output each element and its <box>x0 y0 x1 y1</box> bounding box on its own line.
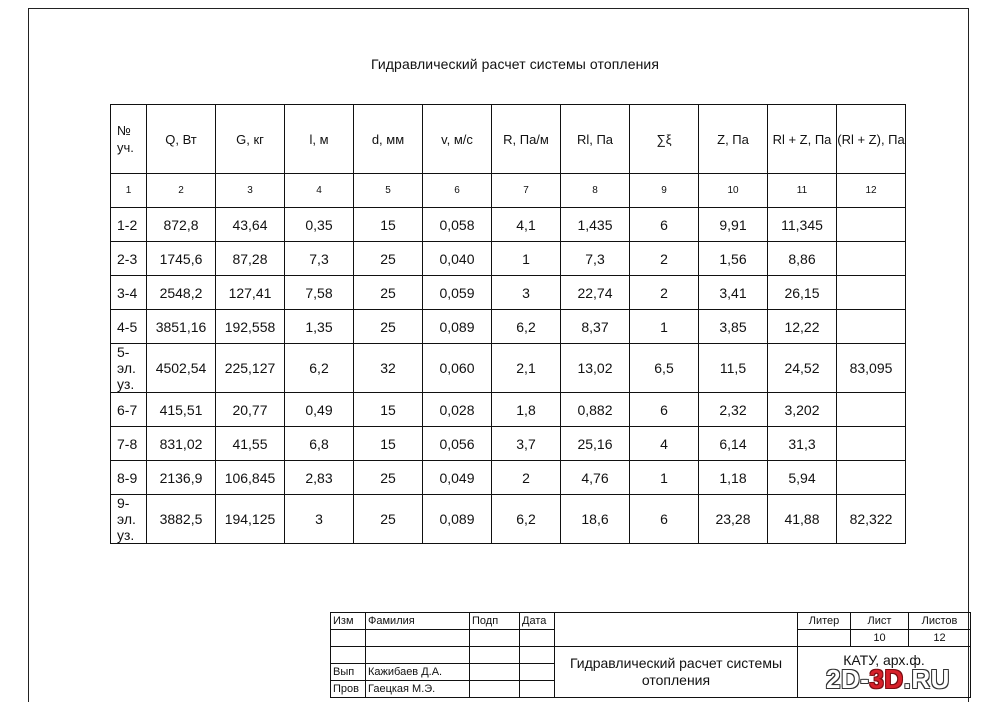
table-cell: 5 <box>354 174 423 208</box>
table-cell: 872,8 <box>147 208 216 242</box>
table-cell: 0,089 <box>423 495 492 544</box>
table-cell: R, Па/м <box>492 105 561 174</box>
table-cell: 1 <box>630 310 699 344</box>
stamp-vyp-role: Вып <box>331 664 366 681</box>
table-cell: 41,55 <box>216 427 285 461</box>
stamp-podp-header: Подп <box>470 613 520 630</box>
stamp-cell <box>331 647 366 664</box>
table-cell: 3 <box>492 276 561 310</box>
table-cell: 8 <box>561 174 630 208</box>
table-row <box>111 495 906 544</box>
table-cell: 8-9 <box>111 461 147 495</box>
hydraulic-calc-table <box>110 104 906 544</box>
table-cell: 32 <box>354 344 423 393</box>
table-cell: 2 <box>630 242 699 276</box>
table-cell: 23,28 <box>699 495 768 544</box>
table-cell: 2,83 <box>285 461 354 495</box>
stamp-vyp-name: Кажибаев Д.А. <box>366 664 470 681</box>
watermark-part: 2D- <box>826 664 870 694</box>
table-cell <box>837 461 906 495</box>
stamp-listov-value: 12 <box>909 630 971 647</box>
site-watermark <box>826 664 950 695</box>
table-cell: ∑ξ <box>630 105 699 174</box>
table-cell: 415,51 <box>147 393 216 427</box>
table-cell: 1 <box>630 461 699 495</box>
table-cell: 0,49 <box>285 393 354 427</box>
stamp-data-header: Дата <box>520 613 555 630</box>
table-cell: Z, Па <box>699 105 768 174</box>
table-cell: 2 <box>147 174 216 208</box>
table-row <box>111 344 906 393</box>
table-cell: 3,85 <box>699 310 768 344</box>
table-row <box>111 276 906 310</box>
table-cell: 0,35 <box>285 208 354 242</box>
table-cell: 6,8 <box>285 427 354 461</box>
table-cell: 192,558 <box>216 310 285 344</box>
stamp-cell <box>470 630 520 647</box>
table-cell: 0,058 <box>423 208 492 242</box>
table-cell: 6 <box>423 174 492 208</box>
table-cell: 1,8 <box>492 393 561 427</box>
table-cell: 0,060 <box>423 344 492 393</box>
table-cell: 0,059 <box>423 276 492 310</box>
watermark-part: 3D <box>869 664 904 694</box>
table-row <box>111 461 906 495</box>
table-cell: 9,91 <box>699 208 768 242</box>
table-cell: 25 <box>354 242 423 276</box>
stamp-cell <box>470 681 520 698</box>
table-cell: 13,02 <box>561 344 630 393</box>
table-cell: 8,37 <box>561 310 630 344</box>
table-cell: 4,1 <box>492 208 561 242</box>
table-cell: 25,16 <box>561 427 630 461</box>
table-cell: 3,41 <box>699 276 768 310</box>
table-cell: 3851,16 <box>147 310 216 344</box>
table-cell <box>837 208 906 242</box>
stamp-cell <box>520 681 555 698</box>
table-cell: 3-4 <box>111 276 147 310</box>
table-cell: 4 <box>285 174 354 208</box>
stamp-liter-value <box>798 630 851 647</box>
table-cell: Q, Вт <box>147 105 216 174</box>
table-cell: G, кг <box>216 105 285 174</box>
table-cell: 6,2 <box>285 344 354 393</box>
table-cell: 3,202 <box>768 393 837 427</box>
table-cell: 11,345 <box>768 208 837 242</box>
table-cell: 6-7 <box>111 393 147 427</box>
stamp-title: Гидравлический расчет системы отопления <box>555 647 798 698</box>
document-title: Гидравлический расчет системы отопления <box>370 56 660 72</box>
table-row <box>111 208 906 242</box>
table-cell: 0,028 <box>423 393 492 427</box>
table-cell: 6 <box>630 393 699 427</box>
table-cell <box>837 276 906 310</box>
table-cell: 83,095 <box>837 344 906 393</box>
table-cell: 1,435 <box>561 208 630 242</box>
table-cell: 4502,54 <box>147 344 216 393</box>
table-cell: 3 <box>216 174 285 208</box>
table-cell: 4-5 <box>111 310 147 344</box>
table-cell: 24,52 <box>768 344 837 393</box>
table-cell: 4 <box>630 427 699 461</box>
stamp-list-value: 10 <box>851 630 909 647</box>
table-cell: 7-8 <box>111 427 147 461</box>
table-cell: 25 <box>354 276 423 310</box>
table-cell: v, м/с <box>423 105 492 174</box>
table-cell: 194,125 <box>216 495 285 544</box>
table-cell: 0,056 <box>423 427 492 461</box>
table-row <box>111 393 906 427</box>
table-cell: 87,28 <box>216 242 285 276</box>
table-cell: 2,32 <box>699 393 768 427</box>
table-cell: Rl, Па <box>561 105 630 174</box>
stamp-cell <box>520 647 555 664</box>
table-cell <box>837 242 906 276</box>
table-cell: 2548,2 <box>147 276 216 310</box>
table-cell: 25 <box>354 310 423 344</box>
table-cell: 9 <box>630 174 699 208</box>
stamp-cell <box>366 647 470 664</box>
table-cell: 15 <box>354 427 423 461</box>
stamp-list-header: Лист <box>851 613 909 630</box>
table-cell: 43,64 <box>216 208 285 242</box>
table-row <box>111 242 906 276</box>
table-cell: 3,7 <box>492 427 561 461</box>
table-cell: 2 <box>630 276 699 310</box>
table-cell <box>837 393 906 427</box>
stamp-liter-header: Литер <box>798 613 851 630</box>
stamp-blank <box>555 613 798 647</box>
table-cell: 3 <box>285 495 354 544</box>
stamp-cell <box>520 630 555 647</box>
table-cell <box>837 310 906 344</box>
table-cell: 0,040 <box>423 242 492 276</box>
table-cell: 15 <box>354 393 423 427</box>
table-cell: 12,22 <box>768 310 837 344</box>
table-cell: 1,35 <box>285 310 354 344</box>
table-cell: 6,14 <box>699 427 768 461</box>
table-cell: 2,1 <box>492 344 561 393</box>
table-cell: 9-эл. уз. <box>111 495 147 544</box>
table-cell: 2136,9 <box>147 461 216 495</box>
table-cell: 6,5 <box>630 344 699 393</box>
stamp-prov-name: Гаецкая М.Э. <box>366 681 470 698</box>
stamp-cell <box>331 630 366 647</box>
table-row <box>111 427 906 461</box>
table-cell: 831,02 <box>147 427 216 461</box>
table-cell: d, мм <box>354 105 423 174</box>
table-cell: 20,77 <box>216 393 285 427</box>
stamp-cell <box>470 647 520 664</box>
stamp-cell <box>366 630 470 647</box>
table-column-number-row <box>111 174 906 208</box>
stamp-prov-role: Пров <box>331 681 366 698</box>
stamp-izm-header: Изм <box>331 613 366 630</box>
table-cell: 25 <box>354 461 423 495</box>
table-cell: 26,15 <box>768 276 837 310</box>
table-cell: l, м <box>285 105 354 174</box>
table-cell: 8,86 <box>768 242 837 276</box>
table-cell: Rl + Z, Па <box>768 105 837 174</box>
table-cell: 31,3 <box>768 427 837 461</box>
table-cell: (Rl + Z), Па <box>837 105 906 174</box>
table-cell: 7,3 <box>561 242 630 276</box>
table-cell: 1 <box>492 242 561 276</box>
table-cell: 3882,5 <box>147 495 216 544</box>
table-cell: 7,3 <box>285 242 354 276</box>
table-row <box>111 310 906 344</box>
table-cell: 6 <box>630 208 699 242</box>
table-cell: 1745,6 <box>147 242 216 276</box>
table-cell: 18,6 <box>561 495 630 544</box>
table-cell: 127,41 <box>216 276 285 310</box>
table-cell: 5-эл. уз. <box>111 344 147 393</box>
table-cell: 1,18 <box>699 461 768 495</box>
table-cell: 15 <box>354 208 423 242</box>
stamp-organization: КАТУ, арх.ф. <box>798 647 971 698</box>
table-cell: 0,089 <box>423 310 492 344</box>
table-cell: 1-2 <box>111 208 147 242</box>
table-cell: 25 <box>354 495 423 544</box>
table-cell: 11,5 <box>699 344 768 393</box>
table-cell: 2 <box>492 461 561 495</box>
table-cell: 7 <box>492 174 561 208</box>
table-cell: 106,845 <box>216 461 285 495</box>
table-cell: 1 <box>111 174 147 208</box>
table-cell: 41,88 <box>768 495 837 544</box>
table-cell: № уч. <box>111 105 147 174</box>
table-cell: 6 <box>630 495 699 544</box>
table-cell: 10 <box>699 174 768 208</box>
table-cell: 6,2 <box>492 310 561 344</box>
stamp-cell <box>470 664 520 681</box>
table-cell: 1,56 <box>699 242 768 276</box>
watermark-part: .RU <box>903 664 950 694</box>
table-cell: 4,76 <box>561 461 630 495</box>
table-cell: 82,322 <box>837 495 906 544</box>
table-cell: 225,127 <box>216 344 285 393</box>
stamp-familiya-header: Фамилия <box>366 613 470 630</box>
table-cell: 12 <box>837 174 906 208</box>
table-cell: 6,2 <box>492 495 561 544</box>
table-cell: 0,882 <box>561 393 630 427</box>
table-cell: 0,049 <box>423 461 492 495</box>
table-cell: 11 <box>768 174 837 208</box>
table-header-row <box>111 105 906 174</box>
table-cell: 22,74 <box>561 276 630 310</box>
stamp-listov-header: Листов <box>909 613 971 630</box>
table-cell: 7,58 <box>285 276 354 310</box>
table-cell: 2-3 <box>111 242 147 276</box>
table-cell: 5,94 <box>768 461 837 495</box>
table-cell <box>837 427 906 461</box>
stamp-cell <box>520 664 555 681</box>
